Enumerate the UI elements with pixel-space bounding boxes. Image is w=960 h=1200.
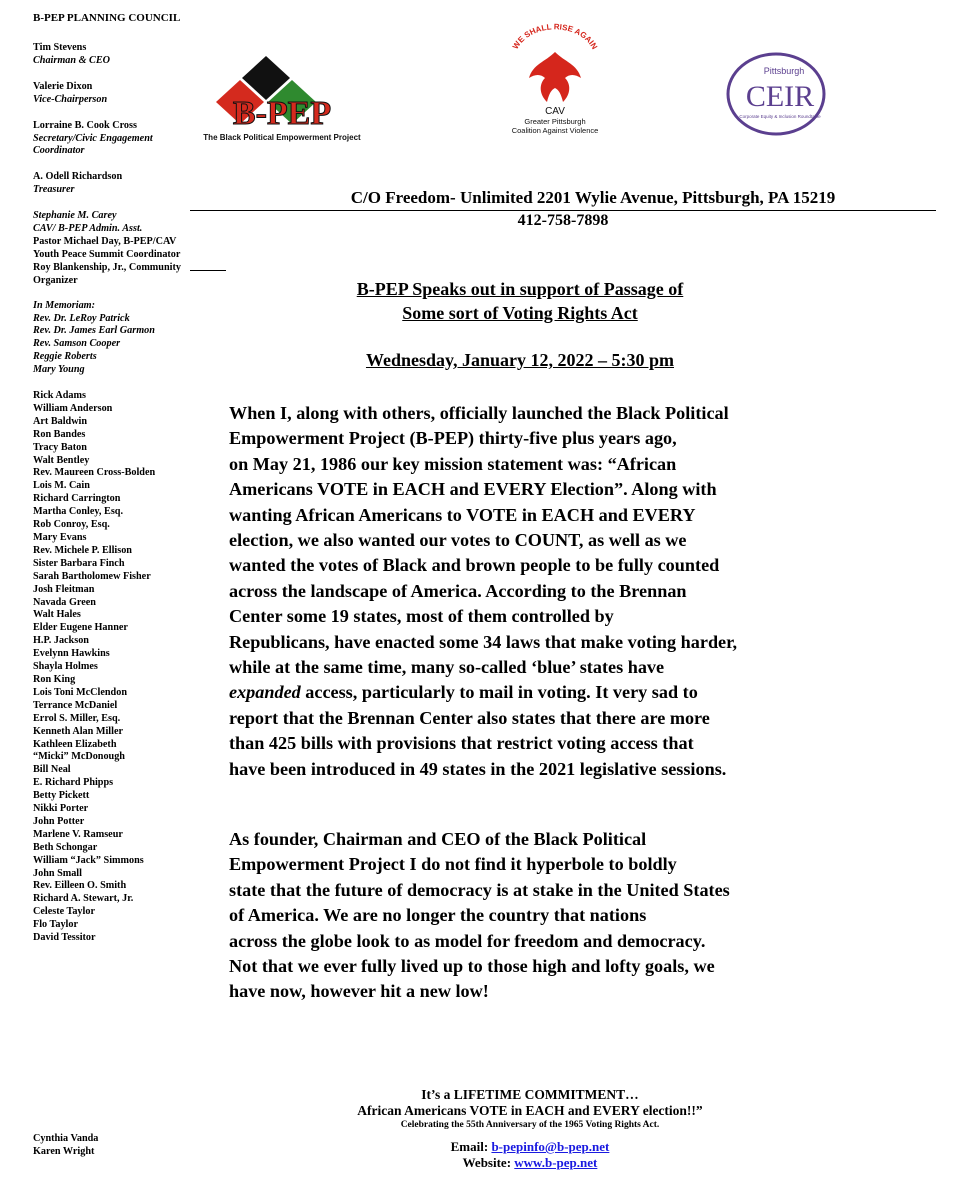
bpep-logo-caption: The Black Political Empowerment Project: [203, 133, 361, 142]
council-member: Josh Fleitman: [33, 583, 95, 595]
council-member: Art Baldwin: [33, 415, 88, 427]
member-list: [33, 390, 183, 945]
svg-text:WE SHALL RISE AGAIN: [511, 22, 599, 51]
council-member: Karen Wright: [33, 1145, 95, 1157]
body-line: As founder, Chairman and CEO of the Black Political: [229, 829, 647, 849]
council-member: Rev. Maureen Cross-Bolden: [33, 467, 156, 479]
footer-slogan: African Americans VOTE in EACH and EVERY election!!”: [357, 1103, 703, 1118]
officer-entry: [33, 120, 183, 159]
footer-contact: [290, 1139, 770, 1171]
body-line: Empowerment Project (B-PEP) thirty-five plus years ago,: [229, 428, 677, 449]
officer-name: Tim Stevens: [33, 42, 87, 53]
council-member: Walt Hales: [33, 609, 81, 621]
body-line: When I, along with others, officially launched the Black Political: [229, 403, 729, 423]
body-line: report that the Brennan Center also states that there are more: [229, 707, 710, 728]
officer-name: A. Odell Richardson: [33, 171, 123, 183]
council-member: Navada Green: [33, 596, 96, 608]
address-line: C/O Freedom- Unlimited 2201 Wylie Avenue, Pittsburgh, PA 15219: [190, 188, 936, 211]
council-member: John Potter: [33, 815, 85, 827]
bpep-logo: [186, 48, 386, 148]
council-member: Kathleen Elizabeth: [33, 738, 117, 750]
council-member: David Tessitor: [33, 932, 96, 944]
ceir-caption: Corporate Equity & Inclusion Roundtable: [739, 114, 821, 119]
council-member: Terrance McDaniel: [33, 699, 118, 711]
memoriam-name: Rev. Dr. James Earl Garmon: [33, 325, 155, 337]
body-line: wanted the votes of Black and brown people to be fully counted: [229, 555, 720, 576]
cav-logo-text: CAV: [545, 106, 565, 117]
body-line: across the landscape of America. According to the Brennan: [229, 580, 687, 601]
body-line: Americans VOTE in EACH and EVERY Election”. Along with: [229, 479, 717, 500]
council-member: William Anderson: [33, 402, 113, 414]
memoriam-name: Reggie Roberts: [33, 351, 97, 363]
council-member: “Micki” McDonough: [33, 751, 125, 763]
officer-role: Vice-Chairperson: [33, 93, 108, 105]
memoriam-heading: In Memoriam:: [33, 299, 95, 311]
council-member: Sister Barbara Finch: [33, 557, 125, 569]
emphasis-word: expanded: [229, 682, 301, 703]
council-member: Cynthia Vanda: [33, 1133, 99, 1144]
staff-list: [33, 210, 183, 287]
staff-name: Stephanie M. Carey: [33, 210, 117, 222]
council-heading: B-PEP PLANNING COUNCIL: [33, 12, 181, 24]
bottom-member-list: [33, 1133, 183, 1159]
body-line: state that the future of democracy is at stake in the United States: [229, 879, 730, 900]
body-line: Not that we ever fully lived up to those high and lofty goals, we: [229, 956, 715, 977]
council-member: Rob Conroy, Esq.: [33, 519, 110, 531]
council-member: Nikki Porter: [33, 803, 89, 815]
email-link[interactable]: b-pepinfo@b-pep.net: [491, 1139, 610, 1154]
phone-number: 412-758-7898: [517, 212, 609, 229]
body-line: than 425 bills with provisions that restrict voting access that: [229, 733, 694, 754]
footer-anniversary: Celebrating the 55th Anniversary of the 1965 Voting Rights Act.: [400, 1120, 660, 1130]
body-line-rest: access, particularly to mail in voting. It very sad to: [300, 682, 698, 703]
website-label: Website:: [462, 1155, 515, 1170]
council-member: Richard Carrington: [33, 493, 121, 505]
body-line: Empowerment Project I do not find it hyperbole to boldly: [229, 854, 677, 875]
memoriam-name: Mary Young: [33, 364, 85, 376]
body-line: Center some 19 states, most of them controlled by: [229, 606, 614, 627]
title-line-2: Some sort of Voting Rights Act: [402, 303, 638, 323]
body-line: of America. We are no longer the country that nations: [229, 905, 647, 926]
staff-name: Roy Blankenship, Jr., Community Organizer: [33, 261, 181, 286]
body-line: across the globe look to as model for freedom and democracy.: [229, 930, 706, 951]
memoriam-name: Rev. Samson Cooper: [33, 338, 121, 350]
council-member: Rick Adams: [33, 390, 86, 402]
body-line: have been introduced in 49 states in the 2021 legislative sessions.: [229, 758, 727, 779]
bpep-logo-text: B-PEP: [232, 95, 332, 132]
officer-role: Chairman & CEO: [33, 54, 110, 66]
council-member: John Small: [33, 867, 82, 879]
cav-logo: [495, 22, 615, 142]
council-member: Martha Conley, Esq.: [33, 506, 123, 518]
divider-dash: [190, 270, 226, 271]
officer-name: Lorraine B. Cook Cross: [33, 119, 137, 131]
council-member: Tracy Baton: [33, 441, 87, 453]
council-member: Mary Evans: [33, 532, 87, 543]
council-member: William “Jack” Simmons: [33, 854, 144, 866]
officer-list: [33, 42, 183, 197]
release-date: Wednesday, January 12, 2022 – 5:30 pm: [365, 350, 675, 370]
council-member: Flo Taylor: [33, 919, 79, 931]
council-member: Lois Toni McClendon: [33, 686, 127, 698]
council-member: Marlene V. Ramseur: [33, 828, 123, 840]
council-member: Ron King: [33, 673, 76, 685]
council-member: Shayla Holmes: [33, 661, 98, 673]
release-title: [230, 277, 810, 325]
body-line: [229, 680, 869, 705]
footer: [290, 1087, 770, 1171]
council-member: Evelynn Hawkins: [33, 648, 110, 660]
officer-role: Secretary/Civic Engagement Coordinator: [33, 132, 153, 157]
memoriam-section: [33, 300, 183, 377]
council-member: Elder Eugene Hanner: [33, 622, 128, 634]
council-member: Celeste Taylor: [33, 906, 95, 918]
council-member: Kenneth Alan Miller: [33, 725, 123, 737]
cav-arc-text: WE SHALL RISE AGAIN: [510, 22, 600, 51]
title-line-1: B-PEP Speaks out in support of Passage of: [356, 279, 684, 299]
body-paragraph-1: [229, 401, 869, 782]
officer-entry: [33, 81, 183, 107]
council-member: H.P. Jackson: [33, 635, 89, 647]
officer-role: Treasurer: [33, 184, 75, 196]
council-member: Betty Pickett: [33, 790, 90, 802]
cav-caption-1: Greater Pittsburgh: [524, 117, 586, 126]
officer-entry: [33, 171, 183, 197]
ceir-logo-text: CEIR: [745, 80, 815, 113]
ceir-logo: [724, 50, 834, 140]
body-line: Republicans, have enacted some 34 laws that make voting harder,: [229, 631, 738, 652]
council-member: Walt Bentley: [33, 454, 90, 466]
council-member: Sarah Bartholomew Fisher: [33, 570, 151, 582]
council-member: Errol S. Miller, Esq.: [33, 712, 121, 724]
council-member: Bill Neal: [33, 764, 71, 776]
staff-name: Pastor Michael Day, B-PEP/CAV Youth Peace Summit Coordinator: [33, 235, 181, 260]
footer-commitment: It’s a LIFETIME COMMITMENT…: [421, 1087, 639, 1102]
council-member: Ron Bandes: [33, 428, 86, 440]
body-line: have now, however hit a new low!: [229, 981, 489, 1002]
staff-role: CAV/ B-PEP Admin. Asst.: [33, 223, 143, 235]
officer-entry: [33, 42, 183, 68]
email-label: Email:: [450, 1139, 492, 1154]
council-member: Rev. Eilleen O. Smith: [33, 880, 127, 892]
body-line: while at the same time, many so-called ‘blue’ states have: [229, 657, 665, 678]
memoriam-name: Rev. Dr. LeRoy Patrick: [33, 312, 130, 324]
council-member: Rev. Michele P. Ellison: [33, 544, 132, 556]
council-member: E. Richard Phipps: [33, 777, 114, 789]
council-member: Richard A. Stewart, Jr.: [33, 893, 134, 905]
body-line: wanting African Americans to VOTE in EACH and EVERY: [229, 504, 696, 525]
planning-council-sidebar: [33, 12, 183, 945]
cav-caption-2: Coalition Against Violence: [511, 126, 599, 135]
council-member: Beth Schongar: [33, 841, 98, 853]
ceir-top-text: Pittsburgh: [763, 66, 805, 76]
body-paragraph-2: [229, 827, 869, 1005]
officer-name: Valerie Dixon: [33, 80, 93, 92]
body-line: election, we also wanted our votes to COUNT, as well as we: [229, 530, 687, 551]
website-link[interactable]: www.b-pep.net: [514, 1155, 598, 1170]
council-member: Lois M. Cain: [33, 480, 90, 492]
body-line: on May 21, 1986 our key mission statement was: “African: [229, 453, 677, 474]
